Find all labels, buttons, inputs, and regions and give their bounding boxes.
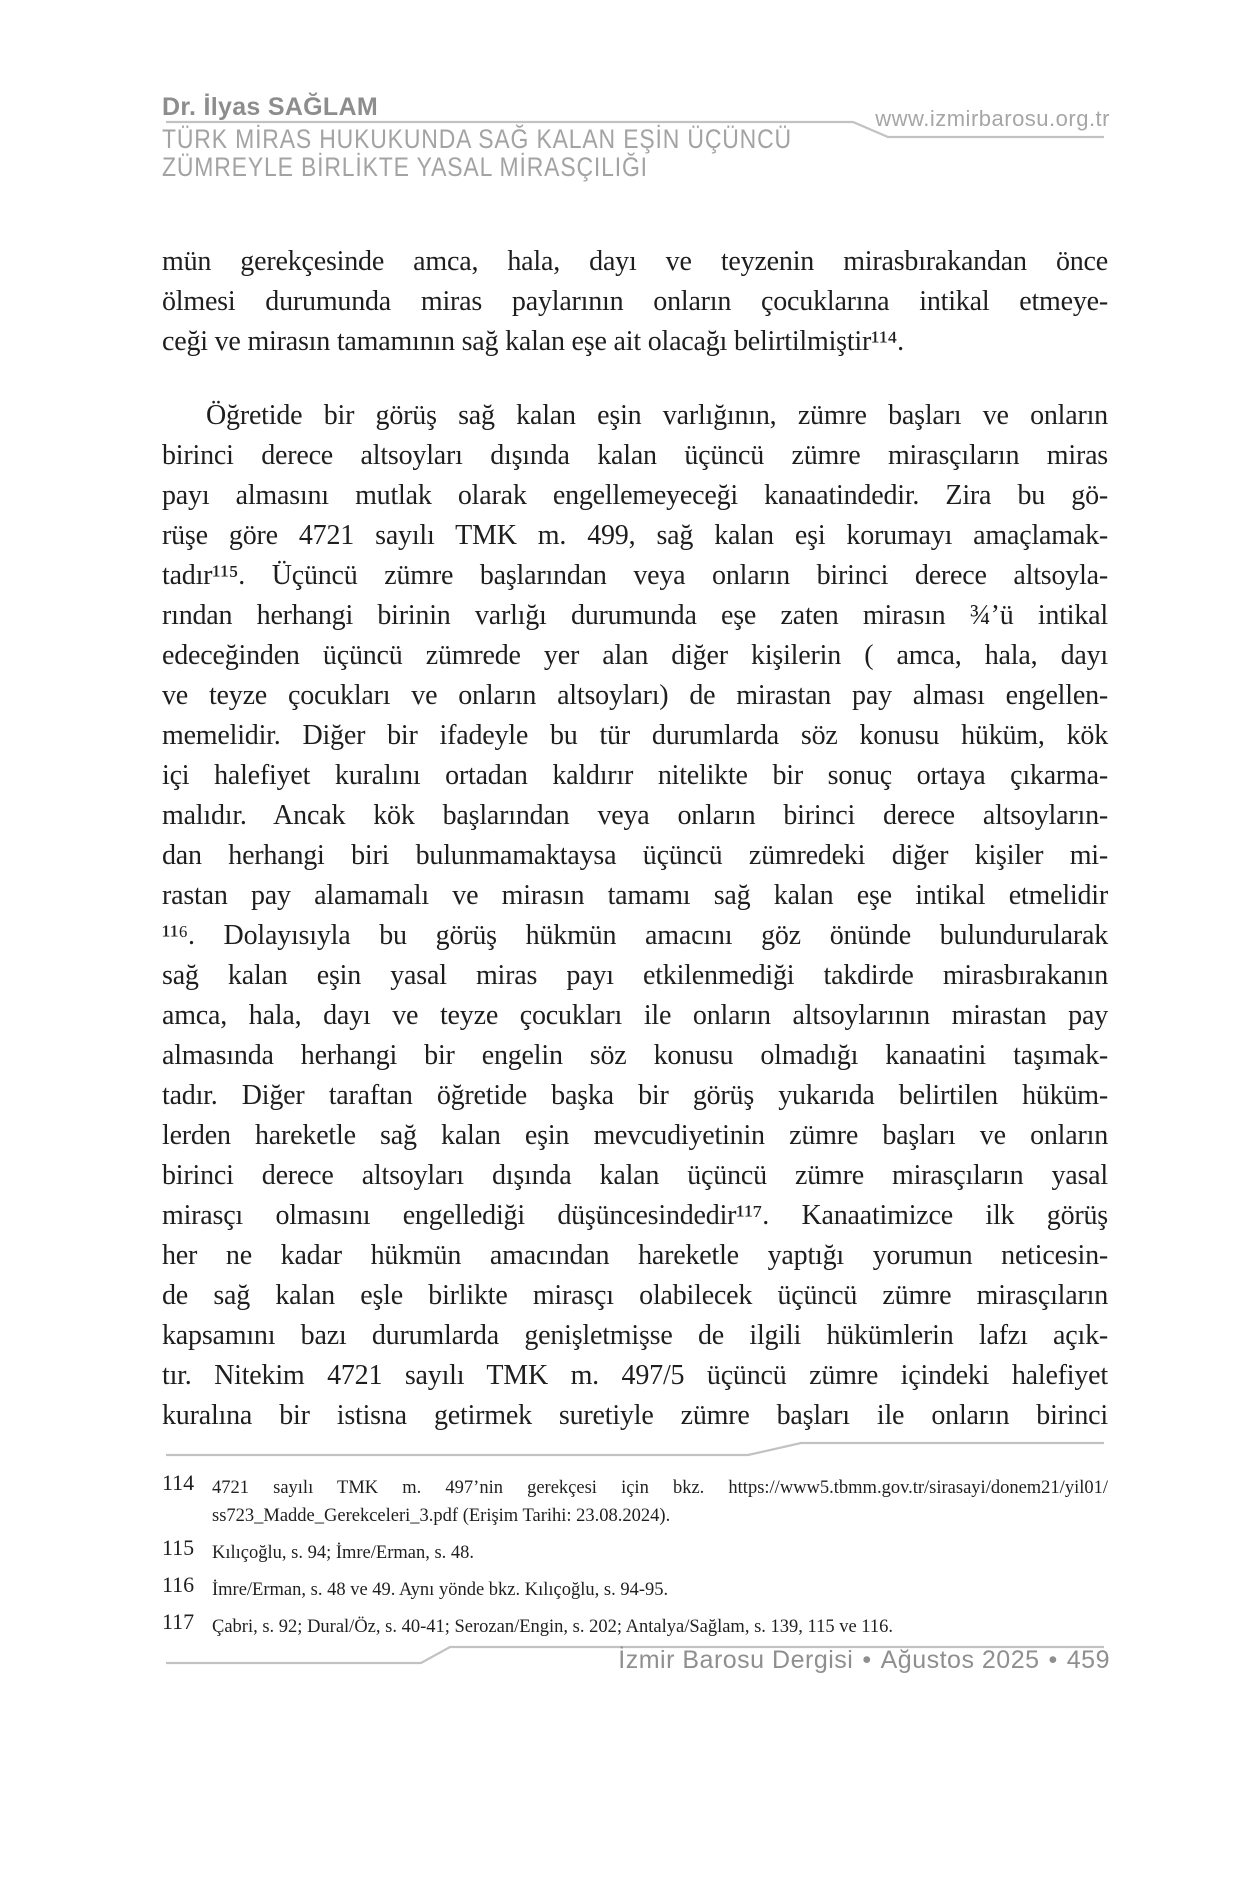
text-line: İmre/Erman, s. 48 ve 49. Aynı yönde bkz. Kılıçoğlu, s. 94-95. bbox=[212, 1580, 669, 1600]
footnote-item bbox=[162, 1572, 1108, 1604]
text-line: ve teyze çocukları ve onların altsoyları) de mirastan pay alması engellen- bbox=[162, 680, 1108, 711]
text-line: mün gerekçesinde amca, hala, dayı ve teyzenin mirasbırakandan önce bbox=[162, 246, 1108, 277]
issue-date: Ağustos 2025 bbox=[880, 1646, 1040, 1674]
text-line: payı almasını mutlak olarak engellemeyeceği kanaatindedir. Zira bu gö- bbox=[162, 480, 1108, 511]
text-line: ölmesi durumunda miras paylarının onların çocuklarına intikal etmeye- bbox=[162, 286, 1108, 317]
text-line: ¹¹⁶. Dolayısıyla bu görüş hükmün amacını göz önünde bulundurularak bbox=[162, 920, 1108, 951]
footnotes-section bbox=[162, 1470, 1108, 1650]
text-line: 4721 sayılı TMK m. 497’nin gerekçesi için bkz. https://www5.tbmm.gov.tr/sirasayi/donem21/yil01/ bbox=[212, 1478, 1108, 1498]
footnote-number: 117 bbox=[162, 1609, 195, 1634]
text-line: sağ kalan eşin yasal miras payı etkilenmediği takdirde mirasbırakanın bbox=[162, 960, 1108, 991]
text-line: içi halefiyet kuralını ortadan kaldırır nitelikte bir sonuç ortaya çıkarma- bbox=[162, 760, 1108, 791]
text-line: birinci derece altsoyları dışında kalan üçüncü zümre mirasçıların yasal bbox=[162, 1160, 1108, 1191]
text-line: rüşe göre 4721 sayılı TMK m. 499, sağ kalan eşi korumayı amaçlamak- bbox=[162, 520, 1108, 551]
footnote-number: 115 bbox=[162, 1535, 195, 1560]
text-line: tadır¹¹⁵. Üçüncü zümre başlarından veya onların birinci derece altsoyla- bbox=[162, 560, 1108, 591]
footnote-text bbox=[212, 1474, 1108, 1530]
text-line: Öğretide bir görüş sağ kalan eşin varlığının, zümre başları ve onların bbox=[206, 400, 1108, 431]
text-line: mirasçı olmasını engellediği düşüncesindedir¹¹⁷. Kanaatimizce ilk görüş bbox=[162, 1200, 1108, 1231]
text-line: kuralına bir istisna getirmek suretiyle zümre başları ile onların birinci bbox=[162, 1400, 1108, 1431]
text-line: birinci derece altsoyları dışında kalan üçüncü zümre mirasçıların miras bbox=[162, 440, 1108, 471]
bullet-separator: • bbox=[1048, 1646, 1058, 1674]
footnote-separator bbox=[160, 1440, 1110, 1458]
journal-name: İzmir Barosu Dergisi bbox=[618, 1646, 854, 1674]
text-line: rastan pay alamamalı ve mirasın tamamı sağ kalan eşe intikal etmelidir bbox=[162, 880, 1108, 911]
text-line: Kılıçoğlu, s. 94; İmre/Erman, s. 48. bbox=[212, 1543, 475, 1563]
footnote-number: 114 bbox=[162, 1470, 195, 1495]
text-line: edeceğinden üçüncü zümrede yer alan diğer kişilerin ( amca, hala, dayı bbox=[162, 640, 1108, 671]
text-line: ceği ve mirasın tamamının sağ kalan eşe ait olacağı belirtilmiştir¹¹⁴. bbox=[162, 326, 904, 357]
text-line: ss723_Madde_Gerekceleri_3.pdf (Erişim Tarihi: 23.08.2024). bbox=[212, 1506, 671, 1526]
text-line: lerden hareketle sağ kalan eşin mevcudiyetinin zümre başları ve onların bbox=[162, 1120, 1108, 1151]
text-line: almasında herhangi bir engelin söz konusu olmadığı kanaatini taşımak- bbox=[162, 1040, 1108, 1071]
text-line: amca, hala, dayı ve teyze çocukları ile onların altsoylarının mirastan pay bbox=[162, 1000, 1108, 1031]
paragraph bbox=[162, 396, 1108, 1436]
author-name: Dr. İlyas SAĞLAM bbox=[162, 93, 378, 121]
text-line: Çabri, s. 92; Dural/Öz, s. 40-41; Serozan/Engin, s. 202; Antalya/Sağlam, s. 139, 115 ve 116. bbox=[212, 1617, 893, 1637]
footnote-text bbox=[212, 1539, 1108, 1567]
body-text bbox=[162, 242, 1108, 1436]
footnote-text bbox=[212, 1576, 1108, 1604]
footnote-number: 116 bbox=[162, 1572, 195, 1597]
website-text: www.izmirbarosu.org.tr bbox=[875, 106, 1110, 131]
paragraph bbox=[162, 242, 1108, 362]
bullet-separator: • bbox=[862, 1646, 872, 1674]
footnote-text bbox=[212, 1613, 1108, 1641]
footnote-item bbox=[162, 1470, 1108, 1530]
page-title bbox=[162, 125, 792, 181]
footnote-item bbox=[162, 1535, 1108, 1567]
footnote-item bbox=[162, 1609, 1108, 1641]
text-line: her ne kadar hükmün amacından hareketle yaptığı yorumun neticesin- bbox=[162, 1240, 1108, 1271]
text-line: memelidir. Diğer bir ifadeyle bu tür durumlarda söz konusu hüküm, kök bbox=[162, 720, 1108, 751]
text-line: kapsamını bazı durumlarda genişletmişse de ilgili hükümlerin lafzı açık- bbox=[162, 1320, 1108, 1351]
text-line: de sağ kalan eşle birlikte mirasçı olabilecek üçüncü zümre mirasçıların bbox=[162, 1280, 1108, 1311]
text-line: tadır. Diğer taraftan öğretide başka bir görüş yukarıda belirtilen hüküm- bbox=[162, 1080, 1108, 1111]
footer bbox=[618, 1646, 1110, 1675]
text-line: malıdır. Ancak kök başlarından veya onların birinci derece altsoyların- bbox=[162, 800, 1108, 831]
text-line: rından herhangi birinin varlığı durumunda eşe zaten mirasın ¾’ü intikal bbox=[162, 600, 1108, 631]
page-number: 459 bbox=[1066, 1646, 1110, 1674]
text-line: dan herhangi biri bulunmamaktaysa üçüncü zümredeki diğer kişiler mi- bbox=[162, 840, 1108, 871]
footnote-separator-line bbox=[160, 1440, 1110, 1458]
page-title-line-2: ZÜMREYLE BİRLİKTE YASAL MİRASÇILIĞI bbox=[162, 152, 648, 182]
text-line: tır. Nitekim 4721 sayılı TMK m. 497/5 üçüncü zümre içindeki halefiyet bbox=[162, 1360, 1108, 1391]
page-title-line-1: TÜRK MİRAS HUKUKUNDA SAĞ KALAN EŞİN ÜÇÜNCÜ bbox=[162, 124, 792, 154]
